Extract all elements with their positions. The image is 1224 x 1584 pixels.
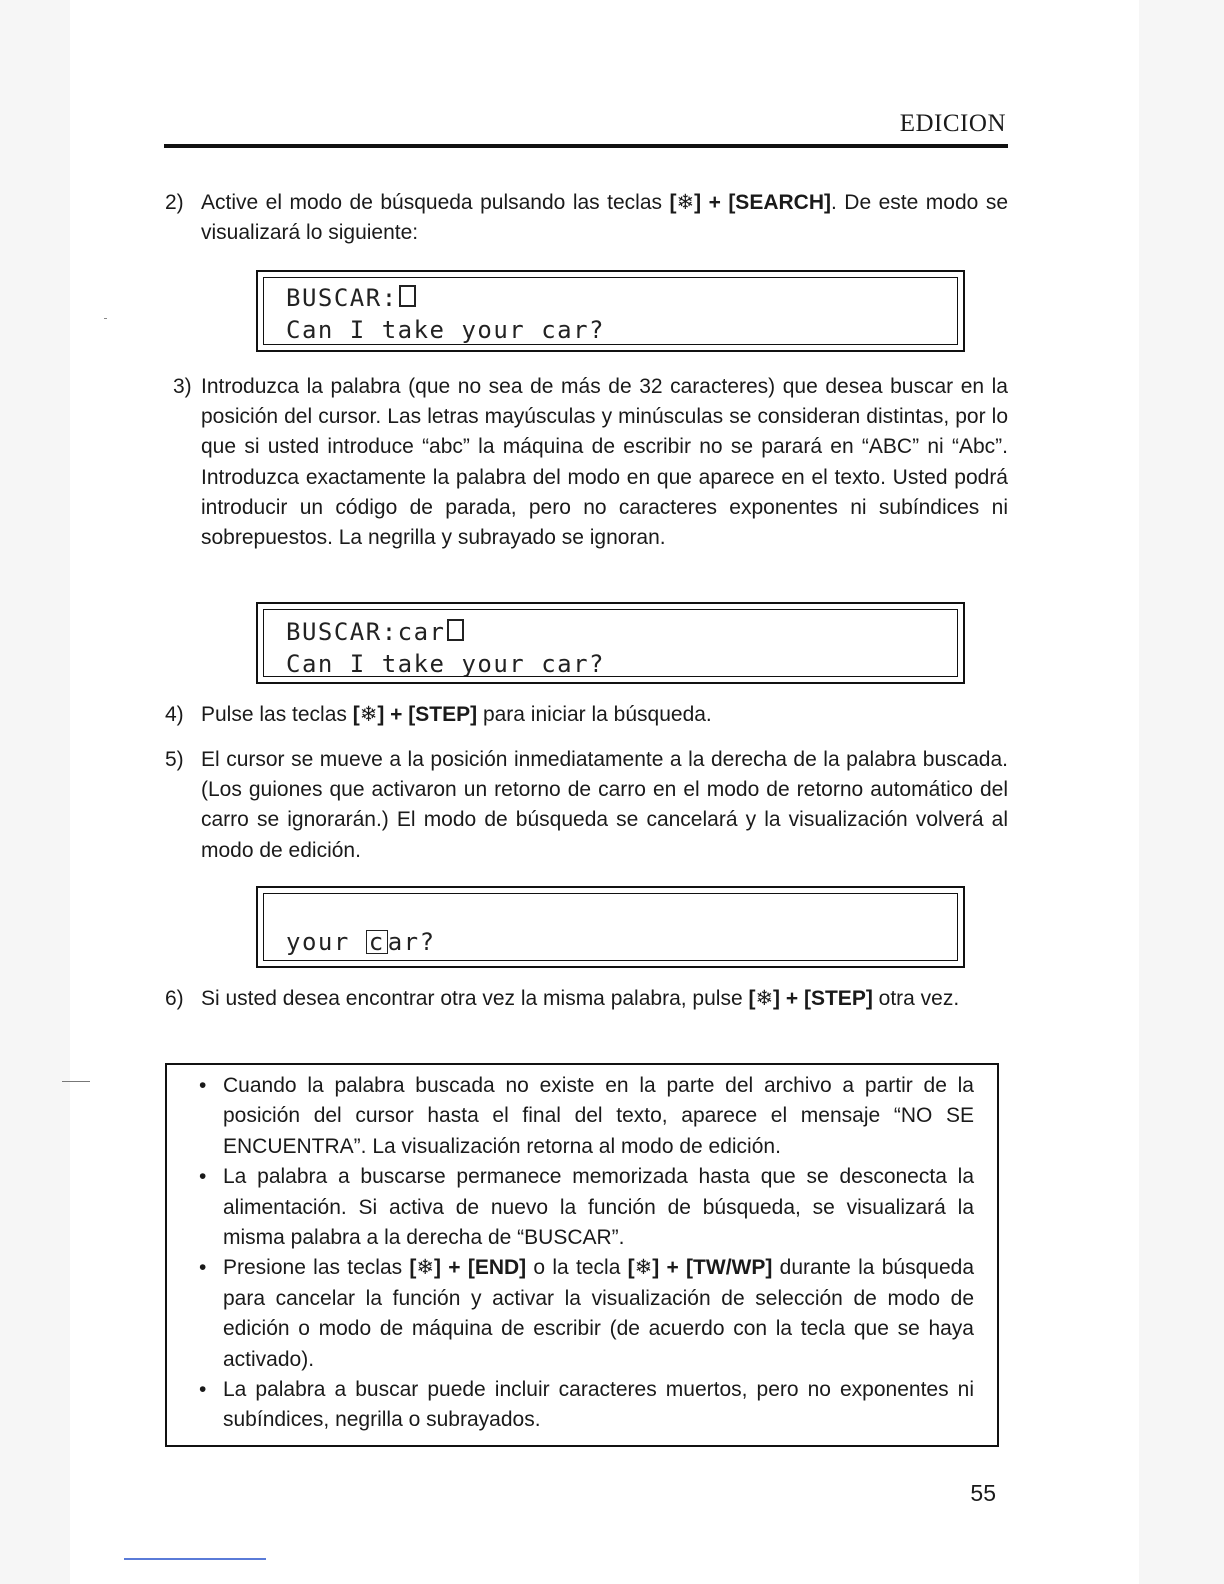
step-number: 4) (165, 703, 184, 726)
lcd-display-3 (256, 886, 965, 968)
header-rule (164, 144, 1008, 148)
key-combo: [❄] + [STEP] (748, 987, 873, 1010)
lcd-line-1: BUSCAR: (286, 284, 416, 312)
lcd-line-2: your c ar? (286, 928, 436, 956)
cursor-highlight: c (366, 930, 388, 954)
scan-mark (62, 1081, 90, 1082)
section-title: EDICION (899, 110, 1006, 137)
step-number: 6) (165, 987, 184, 1010)
step-3 (165, 372, 1008, 553)
key-combo: [❄] + [TW/WP] (627, 1256, 773, 1280)
scan-mark (104, 318, 107, 319)
list-item: • Presione las teclas [❄] + [END] o la tecla [❄] + [TW/WP] durante la búsqueda para cancelar la función y activar la visualización de selección de modo de edición o modo de máquina de escribir (de acuerdo con la tecla que se haya activado). (199, 1253, 974, 1375)
lcd-line-2: Can I take your car? (286, 316, 605, 344)
step-6 (165, 984, 1008, 1014)
key-combo: [❄] + [END] (409, 1256, 527, 1280)
lcd-line-1: BUSCAR:car (286, 618, 464, 646)
step-text: Pulse las teclas [❄] + [STEP] para iniciar la búsqueda. (201, 703, 712, 726)
step-text: Introduzca la palabra (que no sea de más de 32 caracteres) que desea buscar en la posición del cursor. Las letras mayúsculas y minúsculas se consideran distintas, por lo que si usted introduce “abc” la máquina de escribir no se parará en “ABC” ni “Abc”. Introduzca exactamente la palabra del modo en que aparece en el texto. Usted podrá introducir un código de parada, pero no caracteres exponentes ni subíndices ni sobrepuestos. La negrilla y subrayado se ignoran. (201, 375, 1008, 550)
lcd-display-2 (256, 602, 965, 684)
key-combo: [❄] + [SEARCH] (669, 191, 831, 214)
list-item: • La palabra a buscarse permanece memorizada hasta que se desconecta la alimentación. Si activa de nuevo la función de búsqueda, se visualizará la misma palabra a la derecha de “BUSCAR”. (199, 1162, 974, 1253)
note-box (165, 1063, 999, 1447)
key-combo: [❄] + [STEP] (352, 703, 478, 726)
lcd-line-2: Can I take your car? (286, 650, 605, 678)
list-item: • La palabra a buscar puede incluir caracteres muertos, pero no exponentes ni subíndices, negrilla o subrayados. (199, 1375, 974, 1436)
step-text: El cursor se mueve a la posición inmediatamente a la derecha de la palabra buscada. (Los guiones que activaron un retorno de carro en el modo de retorno automático del carro se ignorarán.) El modo de búsqueda se cancelará y la visualización volverá al modo de edición. (201, 748, 1008, 862)
step-5 (165, 745, 1008, 866)
page-margin-right (1139, 0, 1224, 1584)
step-number: 3) (173, 375, 192, 398)
list-item: • Cuando la palabra buscada no existe en la parte del archivo a partir de la posición del cursor hasta el final del texto, aparece el mensaje “NO SE ENCUENTRA”. La visualización retorna al modo de edición. (199, 1071, 974, 1162)
step-number: 5) (165, 748, 184, 771)
step-number: 2) (165, 191, 184, 214)
cursor-block (447, 619, 464, 641)
step-2 (165, 188, 1008, 248)
cursor-block (399, 285, 416, 307)
step-text: Active el modo de búsqueda pulsando las teclas [❄] + [SEARCH]. De este modo se visualizará lo siguiente: (201, 191, 1009, 245)
step-text: Si usted desea encontrar otra vez la misma palabra, pulse [❄] + [STEP] otra vez. (201, 987, 960, 1010)
lcd-display-1 (256, 270, 965, 352)
page-number: 55 (970, 1480, 996, 1506)
page-margin-left (0, 0, 70, 1584)
note-list (199, 1071, 974, 1436)
footer-link-line (124, 1558, 266, 1560)
step-4 (165, 700, 1008, 730)
